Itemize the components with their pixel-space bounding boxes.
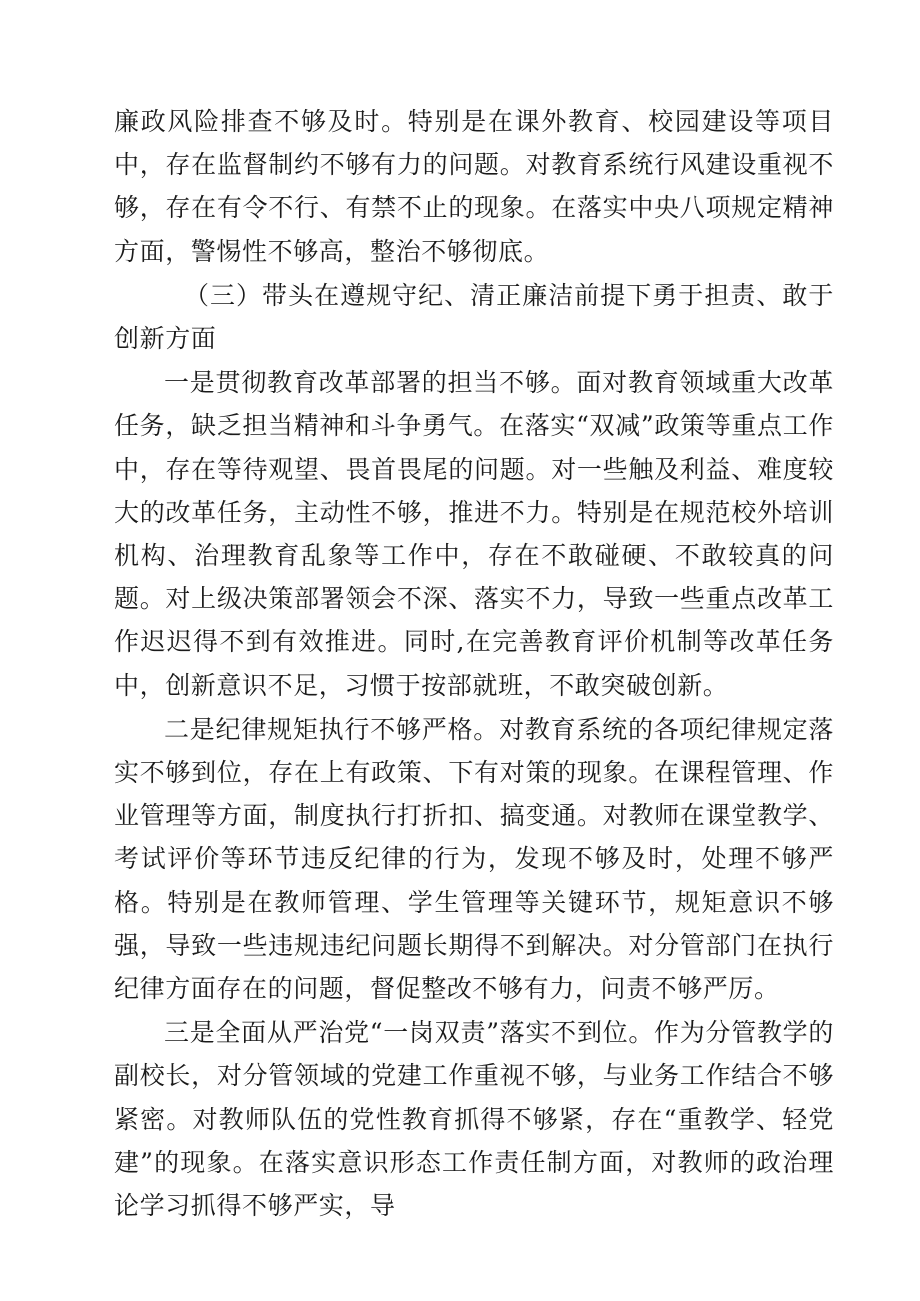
- paragraph-point-three: 三是全面从严治党“一岗双责”落实不到位。作为分管教学的副校长，对分管领域的党建工作重视不够，与业务工作结合不够紧密。对教师队伍的党性教育抓得不够紧，存在“重教学、轻党建”的现象。在落实意识形态工作责任制方面，对教师的政治理论学习抓得不够严实，导: [114, 1018, 834, 1221]
- section-heading: （三）带头在遵规守纪、清正廉洁前提下勇于担责、敢于创新方面: [114, 280, 834, 354]
- paragraph-point-one: 一是贯彻教育改革部署的担当不够。面对教育领域重大改革任务，缺乏担当精神和斗争勇气。在落实“双减”政策等重点工作中，存在等待观望、畏首畏尾的问题。对一些触及利益、难度较大的改革任务，主动性不够，推进不力。特别是在规范校外培训机构、治理教育乱象等工作中，存在不敢碰硬、不敢较真的问题。对上级决策部署领会不深、落实不力，导致一些重点改革工作迟迟得不到有效推进。同时,在完善教育评价机制等改革任务中，创新意识不足，习惯于按部就班，不敢突破创新。: [114, 368, 834, 700]
- paragraph-continuation: 廉政风险排查不够及时。特别是在课外教育、校园建设等项目中，存在监督制约不够有力的问题。对教育系统行风建设重视不够，存在有令不行、有禁不止的现象。在落实中央八项规定精神方面，警惕性不够高，整治不够彻底。: [114, 107, 834, 266]
- document-body: [114, 100, 834, 1228]
- paragraph-point-two: 二是纪律规矩执行不够严格。对教育系统的各项纪律规定落实不够到位，存在上有政策、下有对策的现象。在课程管理、作业管理等方面，制度执行打折扣、搞变通。对教师在课堂教学、考试评价等环节违反纪律的行为，发现不够及时，处理不够严格。特别是在教师管理、学生管理等关键环节，规矩意识不够强，导致一些违规违纪问题长期得不到解决。对分管部门在执行纪律方面存在的问题，督促整改不够有力，问责不够严厉。: [114, 714, 834, 1004]
